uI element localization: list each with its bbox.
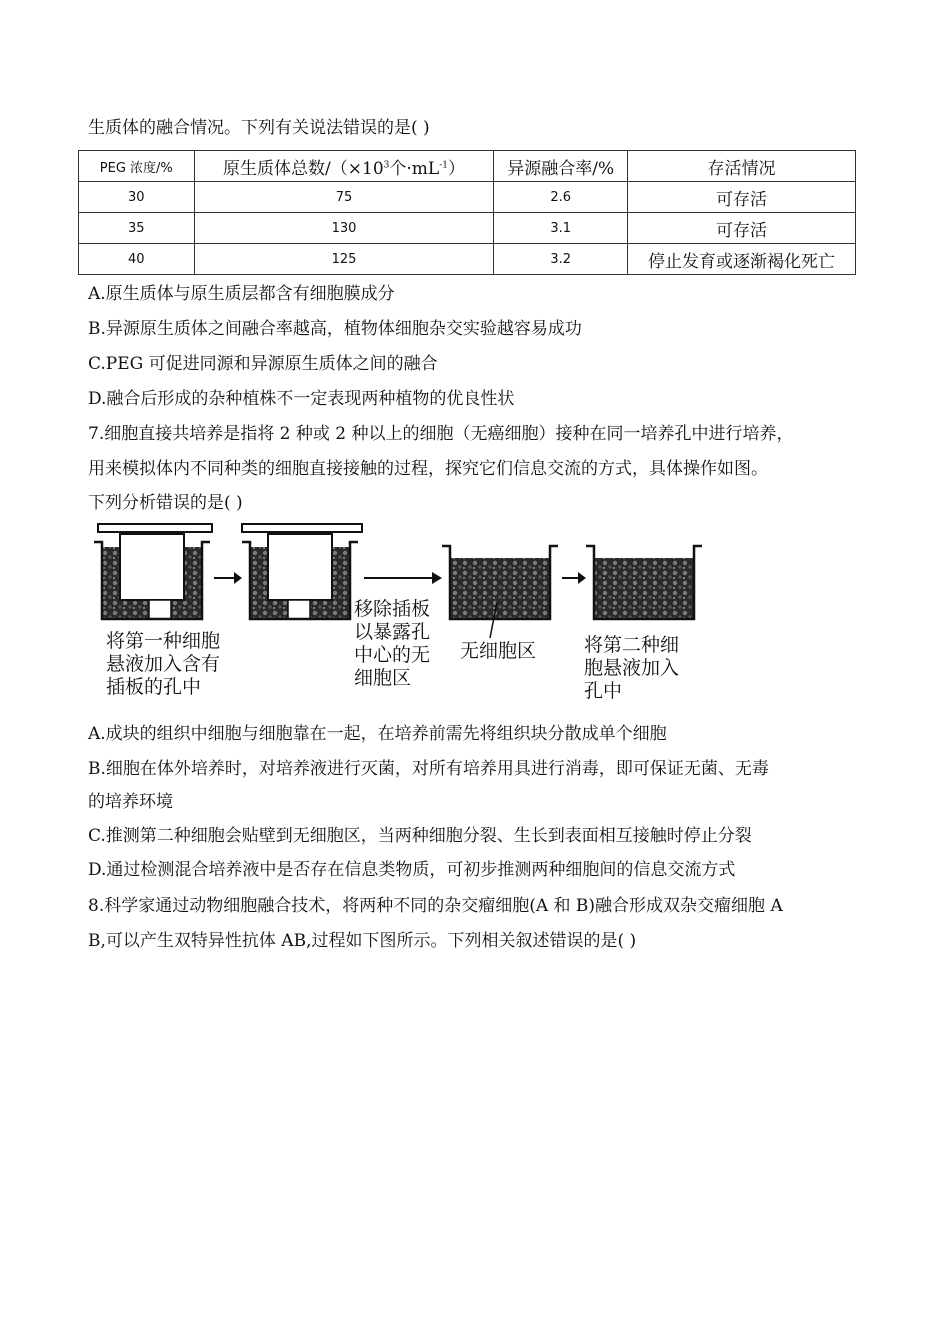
well-with-insert-2 — [242, 524, 362, 619]
caption-step-1: 将第一种细胞 悬液加入含有 插板的孔中 — [106, 630, 221, 698]
table-cell: 125 — [194, 244, 494, 275]
q7-option-c: C.推测第二种细胞会贴壁到无细胞区，当两种细胞分裂、生长到表面相互接触时停止分裂 — [88, 826, 752, 846]
header-fusion-rate: 异源融合率/% — [494, 151, 628, 182]
table-row — [79, 244, 856, 275]
header-peg-concentration: PEG 浓度/% — [79, 151, 195, 182]
table-cell: 35 — [79, 213, 195, 244]
caption-step-2: 移除插板 以暴露孔 中心的无 细胞区 — [354, 598, 431, 689]
arrow-icon — [562, 572, 586, 584]
arrow-icon — [214, 572, 242, 584]
table-row — [79, 182, 856, 213]
table-cell: 3.2 — [494, 244, 628, 275]
q7-option-b-cont: 的培养环境 — [88, 792, 173, 812]
coculture-diagram — [92, 520, 712, 710]
q7-option-d: D.通过检测混合培养液中是否存在信息类物质，可初步推测两种细胞间的信息交流方式 — [88, 860, 736, 880]
q7-option-a: A.成块的组织中细胞与细胞靠在一起，在培养前需先将组织块分散成单个细胞 — [88, 724, 667, 744]
table-header-row — [79, 151, 856, 182]
table-cell: 可存活 — [627, 213, 855, 244]
well-with-insert-1 — [94, 524, 212, 619]
header-protoplast-total: 原生质体总数$/(\times 10^3$个$\cdot mL^{-1}$） — [194, 151, 494, 182]
q6-option-c: C.PEG 可促进同源和异源原生质体之间的融合 — [88, 354, 438, 374]
q7-option-b: B.细胞在体外培养时，对培养液进行灭菌，对所有培养用具进行消毒，即可保证无菌、无毒 — [88, 759, 769, 779]
caption-cell-free-zone: 无细胞区 — [460, 640, 537, 662]
q7-stem-line: 用来模拟体内不同种类的细胞直接接触的过程，探究它们信息交流的方式，具体操作如图。 — [88, 459, 768, 479]
q6-option-a: A.原生质体与原生质层都含有细胞膜成分 — [88, 284, 395, 304]
well-second-cells — [586, 546, 702, 619]
table-cell: 2.6 — [494, 182, 628, 213]
well-cell-free-zone — [442, 546, 558, 638]
q7-stem-line: 7.细胞直接共培养是指将 2 种或 2 种以上的细胞（无癌细胞）接种在同一培养孔中进行培养， — [88, 424, 794, 444]
table-cell: 3.1 — [494, 213, 628, 244]
table-cell: 可存活 — [627, 182, 855, 213]
table-row — [79, 213, 856, 244]
table-cell: 75 — [194, 182, 494, 213]
table-cell: 40 — [79, 244, 195, 275]
q8-stem-line: B,可以产生双特异性抗体 AB,过程如下图所示。下列相关叙述错误的是( ) — [88, 931, 637, 951]
question-6-stem: 生质体的融合情况。下列有关说法错误的是( ) — [88, 118, 430, 138]
q8-stem-line: 8.科学家通过动物细胞融合技术，将两种不同的杂交瘤细胞(A 和 B)融合形成双杂交瘤细胞 A — [88, 896, 783, 916]
arrow-icon — [364, 572, 442, 584]
table-cell: 停止发育或逐渐褐化死亡 — [627, 244, 855, 275]
header-survival: 存活情况 — [627, 151, 855, 182]
table-cell: 30 — [79, 182, 195, 213]
caption-step-4: 将第二种细 胞悬液加入 孔中 — [584, 634, 680, 702]
q7-stem-line: 下列分析错误的是( ) — [88, 493, 243, 513]
q6-option-b: B.异源原生质体之间融合率越高，植物体细胞杂交实验越容易成功 — [88, 319, 582, 339]
table-cell: 130 — [194, 213, 494, 244]
peg-table — [78, 150, 856, 275]
q6-option-d: D.融合后形成的杂种植株不一定表现两种植物的优良性状 — [88, 389, 515, 409]
